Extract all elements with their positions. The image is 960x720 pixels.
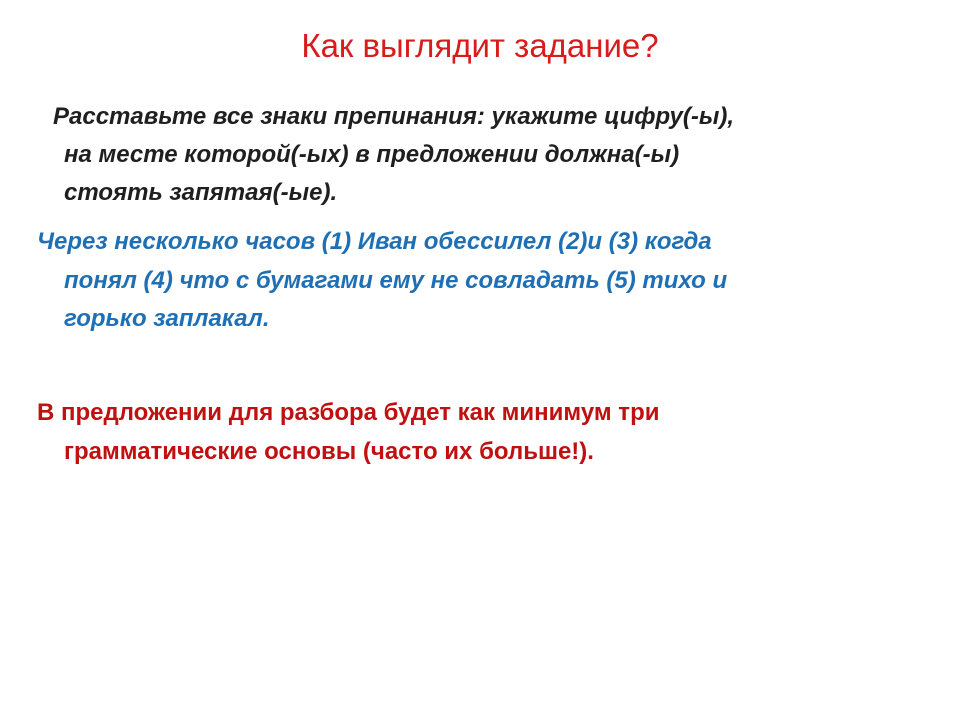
note-line: грамматические основы (часто их больше!).	[64, 438, 594, 465]
instruction-line: Расставьте все знаки препинания: укажите цифру(-ы),	[53, 103, 734, 130]
instruction-line: на месте которой(-ых) в предложении должна(-ы)	[64, 141, 680, 168]
example-line: понял (4) что с бумагами ему не совладать (5) тихо и	[64, 267, 728, 294]
note-line: В предложении для разбора будет как минимум три	[37, 399, 660, 426]
example-line: горько заплакал.	[64, 305, 270, 332]
instruction-line: стоять запятая(-ые).	[64, 179, 338, 206]
slide-title: Как выглядит задание?	[301, 27, 659, 64]
example-line: Через несколько часов (1) Иван обессилел (2)и (3) когда	[37, 228, 712, 255]
